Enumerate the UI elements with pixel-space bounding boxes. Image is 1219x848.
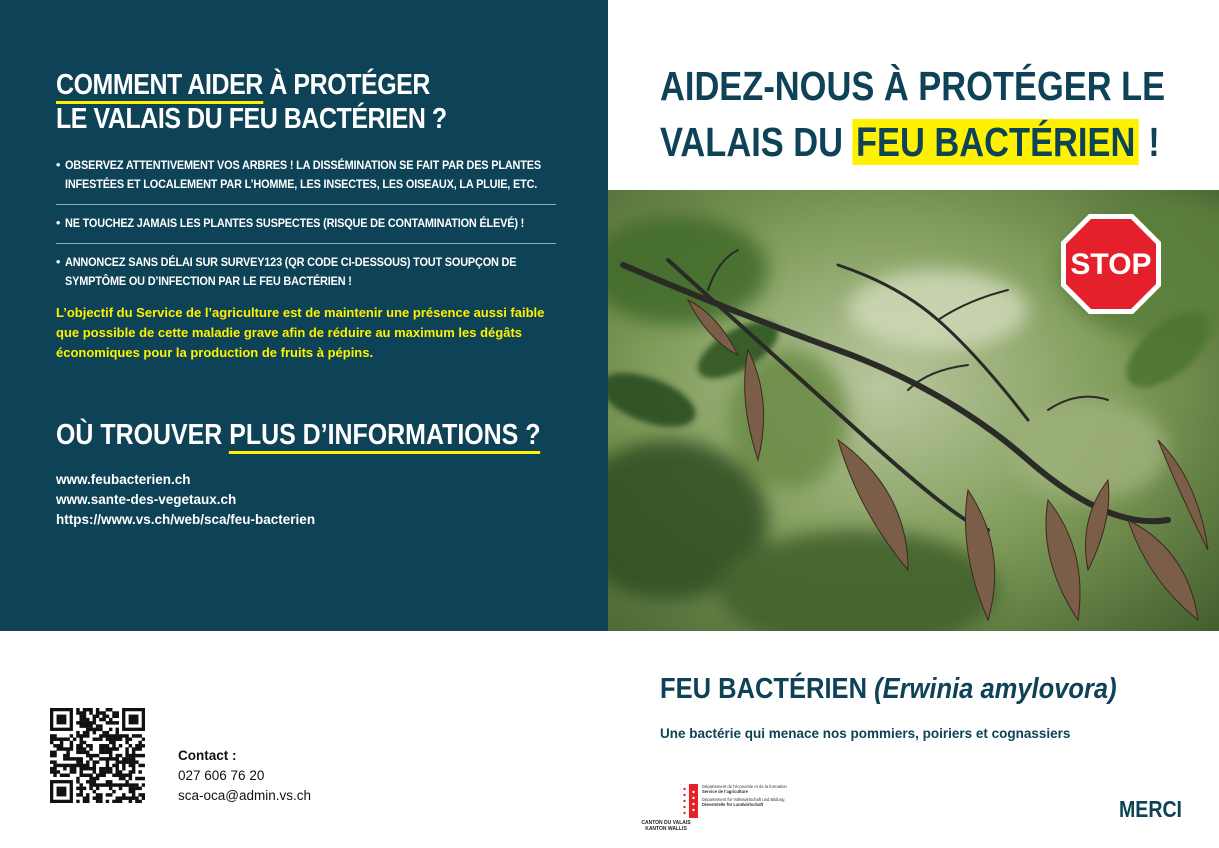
left-heading-rest: À PROTÉGER (262, 69, 430, 101)
disease-title-latin: (Erwinia amylovora) (874, 673, 1117, 705)
logo-department: Département de l’économie et de la formation Service de l’agriculture Departement für Volkswirtschaft und Bildung Dienststelle für Landwirtschaft (702, 784, 787, 807)
more-info-heading-underlined: PLUS D’INFORMATIONS ? (229, 419, 540, 454)
canton-valais-logo (636, 780, 786, 840)
link-feubacterien[interactable]: www.feubacterien.ch (56, 472, 191, 487)
advice-item: • OBSERVEZ ATTENTIVEMENT VOS ARBRES ! LA DISSÉMINATION SE FAIT PAR DES PLANTES INFESTÉES ET LOCALEMENT PAR L’HOMME, LES INSECTES, LES OISEAUX, LA PLUIE, ETC. (56, 156, 556, 205)
advice-item: • ANNONCEZ SANS DÉLAI SUR SURVEY123 (QR CODE CI-DESSOUS) TOUT SOUPÇON DE SYMPTÔME OU D’INFECTION PAR LE FEU BACTÉRIEN ! (56, 253, 556, 301)
merci-text: MERCI (1119, 796, 1183, 822)
link-vs-ch[interactable]: https://www.vs.ch/web/sca/feu-bacterien (56, 512, 316, 527)
contact-block (178, 746, 311, 806)
contact-phone: 027 606 76 20 (178, 768, 265, 783)
valais-flag-icon (680, 784, 698, 818)
right-heading-highlight: FEU BACTÉRIEN (853, 119, 1139, 165)
stop-text: STOP (1070, 248, 1152, 281)
disease-title (660, 673, 1117, 706)
left-heading (56, 68, 503, 136)
more-info-heading (56, 418, 540, 452)
contact-label: Contact : (178, 748, 237, 763)
advice-list (56, 156, 556, 310)
left-heading-line2: LE VALAIS DU FEU BACTÉRIEN ? (56, 103, 447, 135)
disease-title-main: FEU BACTÉRIEN (660, 673, 875, 705)
contact-email[interactable]: sca-oca@admin.vs.ch (178, 788, 312, 803)
advice-item: • NE TOUCHEZ JAMAIS LES PLANTES SUSPECTES (RISQUE DE CONTAMINATION ÉLEVÉ) ! (56, 214, 556, 244)
objective-text: L’objectif du Service de l’agriculture est de maintenir une présence aussi faible que possible de cette maladie grave afin de réduire au maximum les dégâts économiques pour la production de fruits à pépins. (56, 305, 545, 360)
right-heading-line2a: VALAIS DU (660, 119, 853, 165)
qr-code-icon[interactable] (50, 708, 145, 803)
logo-caption: CANTON DU VALAIS KANTON WALLIS (641, 820, 691, 832)
link-sante-vegetaux[interactable]: www.sante-des-vegetaux.ch (56, 492, 237, 507)
right-heading (660, 58, 1165, 170)
more-info-heading-part1: OÙ TROUVER (56, 419, 230, 451)
left-panel (0, 0, 608, 631)
right-heading-line1: AIDEZ-NOUS À PROTÉGER LE (660, 63, 1166, 109)
right-heading-line2c: ! (1138, 119, 1160, 165)
left-heading-underlined: COMMENT AIDER (56, 69, 263, 104)
info-links (56, 470, 315, 530)
stop-sign (1059, 212, 1163, 316)
disease-subtitle: Une bactérie qui menace nos pommiers, poiriers et cognassiers (660, 726, 1071, 741)
